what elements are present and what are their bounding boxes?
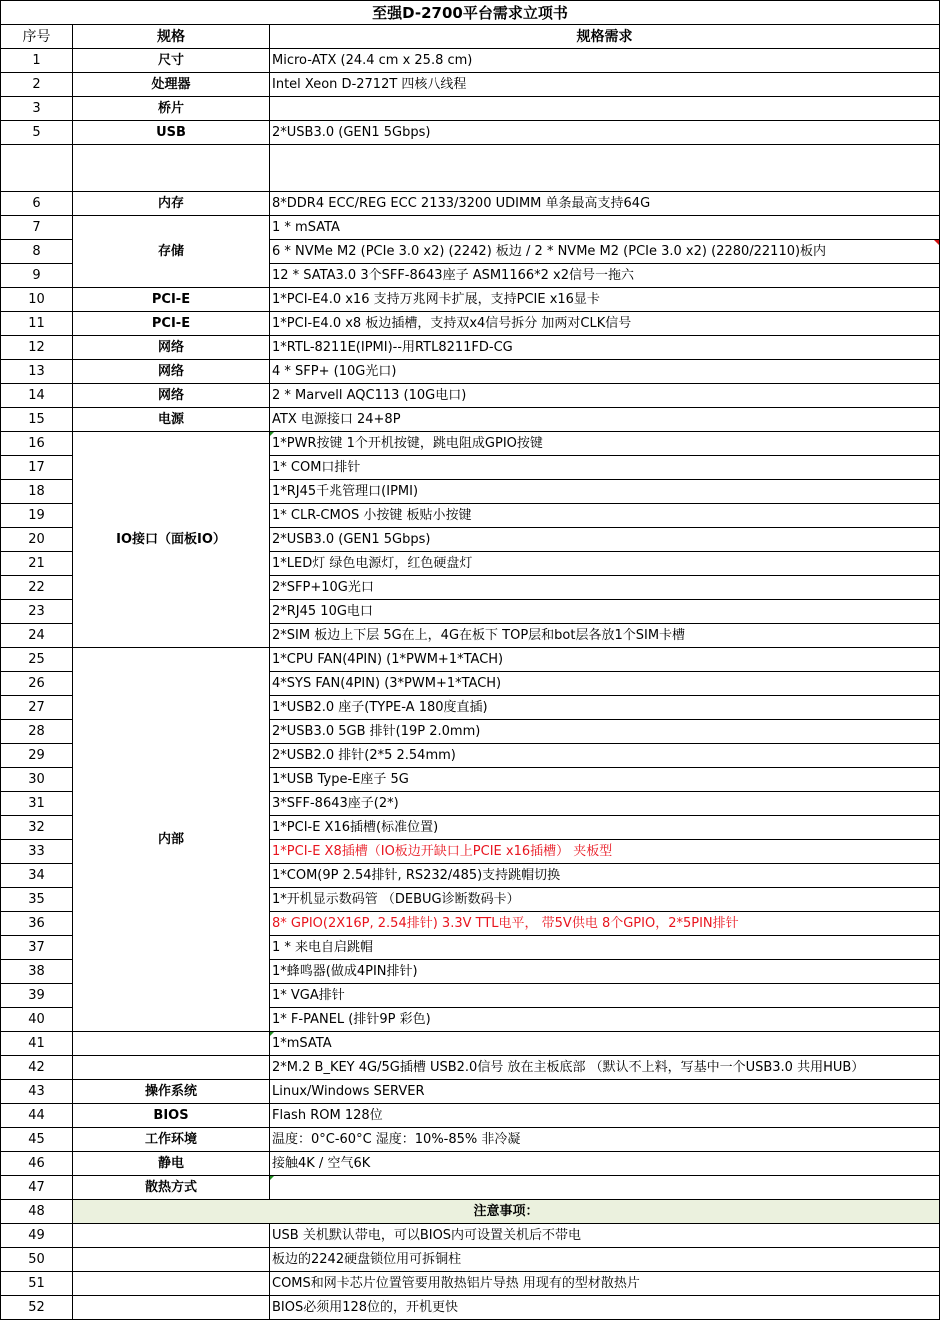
row-number: 33 <box>1 840 73 864</box>
row-requirement <box>270 1176 940 1200</box>
table-row <box>1 216 940 240</box>
row-requirement: 1* VGA排针 <box>270 984 940 1008</box>
row-number: 21 <box>1 552 73 576</box>
row-requirement: 1*PCI-E X8插槽（IO板边开缺口上PCIE x16插槽） 夹板型 <box>270 840 940 864</box>
row-number: 22 <box>1 576 73 600</box>
row-requirement: 1*mSATA <box>270 1032 940 1056</box>
row-number: 31 <box>1 792 73 816</box>
row-number: 19 <box>1 504 73 528</box>
row-requirement: 2 * Marvell AQC113 (10G电口) <box>270 384 940 408</box>
row-requirement: 板边的2242硬盘锁位用可拆铜柱 <box>270 1248 940 1272</box>
row-requirement: 2*RJ45 10G电口 <box>270 600 940 624</box>
row-requirement: 4*SYS FAN(4PIN) (3*PWM+1*TACH) <box>270 672 940 696</box>
row-requirement-text: 6 * NVMe M2 (PCIe 3.0 x2) (2242) 板边 / 2 * NVMe M2 (PCIe 3.0 x2) (2280/22110)板内 <box>272 243 827 259</box>
row-number: 37 <box>1 936 73 960</box>
row-requirement: 1* CLR-CMOS 小按键 板贴小按键 <box>270 504 940 528</box>
table-row <box>1 1224 940 1248</box>
row-requirement: 8* GPIO(2X16P, 2.54排针) 3.3V TTL电平， 带5V供电 8个GPIO，2*5PIN排针 <box>270 912 940 936</box>
row-category: BIOS <box>73 1104 270 1128</box>
row-category: IO接口（面板IO） <box>73 432 270 648</box>
row-number: 29 <box>1 744 73 768</box>
table-row <box>1 384 940 408</box>
row-number: 47 <box>1 1176 73 1200</box>
row-requirement: 1*PWR按键 1个开机按键，跳电阻成GPIO按键 <box>270 432 940 456</box>
header-category: 规格 <box>73 25 270 49</box>
row-category: 操作系统 <box>73 1080 270 1104</box>
row-requirement: 温度：0°C-60°C 湿度：10%-85% 非冷凝 <box>270 1128 940 1152</box>
row-category: 存储 <box>73 216 270 288</box>
notes-header-row <box>1 1200 940 1224</box>
row-category: 内存 <box>73 192 270 216</box>
row-category: 散热方式 <box>73 1176 270 1200</box>
table-row <box>1 432 940 456</box>
row-requirement: 1*蜂鸣器(做成4PIN排针) <box>270 960 940 984</box>
row-category: 网络 <box>73 384 270 408</box>
row-requirement: USB 关机默认带电，可以BIOS内可设置关机后不带电 <box>270 1224 940 1248</box>
table-row <box>1 648 940 672</box>
row-requirement: 2*M.2 B_KEY 4G/5G插槽 USB2.0信号 放在主板底部 （默认不上料，写基中一个USB3.0 共用HUB） <box>270 1056 940 1080</box>
row-number: 52 <box>1 1296 73 1320</box>
table-row <box>1 1296 940 1320</box>
row-number: 50 <box>1 1248 73 1272</box>
row-number: 9 <box>1 264 73 288</box>
table-row <box>1 1128 940 1152</box>
row-category: 尺寸 <box>73 49 270 73</box>
row-number: 17 <box>1 456 73 480</box>
row-requirement: 1*USB2.0 座子(TYPE-A 180度直插) <box>270 696 940 720</box>
blank-row <box>1 145 940 192</box>
row-number: 12 <box>1 336 73 360</box>
row-requirement <box>270 97 940 121</box>
row-requirement: 接触4K / 空气6K <box>270 1152 940 1176</box>
row-category <box>73 1296 270 1320</box>
table-row <box>1 1272 940 1296</box>
row-number: 36 <box>1 912 73 936</box>
row-requirement: 1*PCI-E4.0 x16 支持万兆网卡扩展，支持PCIE x16显卡 <box>270 288 940 312</box>
table-row <box>1 49 940 73</box>
row-number: 43 <box>1 1080 73 1104</box>
row-requirement: Intel Xeon D-2712T 四核八线程 <box>270 73 940 97</box>
row-requirement: 1*RTL-8211E(IPMI)--用RTL8211FD-CG <box>270 336 940 360</box>
table-row <box>1 1056 940 1080</box>
row-number: 2 <box>1 73 73 97</box>
row-requirement: 2*USB3.0 5GB 排针(19P 2.0mm) <box>270 720 940 744</box>
row-requirement: Micro-ATX (24.4 cm x 25.8 cm) <box>270 49 940 73</box>
row-requirement: 1*开机显示数码管 （DEBUG诊断数码卡） <box>270 888 940 912</box>
row-category: 桥片 <box>73 97 270 121</box>
row-number: 44 <box>1 1104 73 1128</box>
table-row <box>1 312 940 336</box>
row-number: 6 <box>1 192 73 216</box>
row-number: 13 <box>1 360 73 384</box>
row-number: 27 <box>1 696 73 720</box>
row-requirement: 1* F-PANEL (排针9P 彩色) <box>270 1008 940 1032</box>
row-number: 28 <box>1 720 73 744</box>
row-number: 10 <box>1 288 73 312</box>
row-requirement: 1* COM口排针 <box>270 456 940 480</box>
row-number: 40 <box>1 1008 73 1032</box>
row-number: 41 <box>1 1032 73 1056</box>
row-category: 工作环境 <box>73 1128 270 1152</box>
row-number: 32 <box>1 816 73 840</box>
row-number: 39 <box>1 984 73 1008</box>
blank-cell <box>1 145 73 192</box>
row-category: 内部 <box>73 648 270 1032</box>
row-requirement: BIOS必须用128位的，开机更快 <box>270 1296 940 1320</box>
table-row <box>1 97 940 121</box>
table-row <box>1 360 940 384</box>
row-requirement <box>270 240 940 264</box>
table-row <box>1 336 940 360</box>
row-category <box>73 1056 270 1080</box>
row-number: 16 <box>1 432 73 456</box>
row-number: 51 <box>1 1272 73 1296</box>
table-row <box>1 1032 940 1056</box>
row-number: 42 <box>1 1056 73 1080</box>
document-title: 至强D-2700平台需求立项书 <box>1 1 940 25</box>
row-requirement: Linux/Windows SERVER <box>270 1080 940 1104</box>
row-requirement: Flash ROM 128位 <box>270 1104 940 1128</box>
row-category: 网络 <box>73 360 270 384</box>
row-category: 网络 <box>73 336 270 360</box>
blank-cell <box>73 145 270 192</box>
row-requirement: 2*USB2.0 排针(2*5 2.54mm) <box>270 744 940 768</box>
row-requirement: 1*USB Type-E座子 5G <box>270 768 940 792</box>
row-category <box>73 1272 270 1296</box>
table-row <box>1 288 940 312</box>
header-no: 序号 <box>1 25 73 49</box>
row-category <box>73 1032 270 1056</box>
notes-label: 注意事项： <box>73 1200 940 1224</box>
row-category <box>73 1248 270 1272</box>
table-row <box>1 1248 940 1272</box>
row-requirement: 1*RJ45千兆管理口(IPMI) <box>270 480 940 504</box>
row-number: 26 <box>1 672 73 696</box>
row-requirement: 4 * SFP+ (10G光口) <box>270 360 940 384</box>
row-number: 5 <box>1 121 73 145</box>
row-requirement: COMS和网卡芯片位置管要用散热铝片导热 用现有的型材散热片 <box>270 1272 940 1296</box>
row-requirement: 1*PCI-E4.0 x8 板边插槽，支持双x4信号拆分 加两对CLK信号 <box>270 312 940 336</box>
row-requirement: 1 * mSATA <box>270 216 940 240</box>
row-requirement: 2*SIM 板边上下层 5G在上，4G在板下 TOP层和bot层各放1个SIM卡槽 <box>270 624 940 648</box>
table-row <box>1 192 940 216</box>
row-number: 30 <box>1 768 73 792</box>
row-number: 48 <box>1 1200 73 1224</box>
row-requirement: 1*PCI-E X16插槽(标准位置) <box>270 816 940 840</box>
header-row <box>1 25 940 49</box>
row-requirement: 1*LED灯 绿色电源灯，红色硬盘灯 <box>270 552 940 576</box>
blank-cell <box>270 145 940 192</box>
row-number: 46 <box>1 1152 73 1176</box>
row-number: 38 <box>1 960 73 984</box>
row-number: 14 <box>1 384 73 408</box>
row-requirement: 2*USB3.0 (GEN1 5Gbps) <box>270 121 940 145</box>
row-requirement: 1*CPU FAN(4PIN) (1*PWM+1*TACH) <box>270 648 940 672</box>
row-requirement: 1*COM(9P 2.54排针, RS232/485)支持跳帽切换 <box>270 864 940 888</box>
row-number: 11 <box>1 312 73 336</box>
table-row <box>1 121 940 145</box>
row-category: USB <box>73 121 270 145</box>
row-number: 49 <box>1 1224 73 1248</box>
row-category: PCI-E <box>73 312 270 336</box>
row-category <box>73 1224 270 1248</box>
row-number: 23 <box>1 600 73 624</box>
row-category: 处理器 <box>73 73 270 97</box>
header-requirement: 规格需求 <box>270 25 940 49</box>
table-row <box>1 1176 940 1200</box>
row-category: 静电 <box>73 1152 270 1176</box>
row-number: 15 <box>1 408 73 432</box>
row-number: 45 <box>1 1128 73 1152</box>
row-number: 18 <box>1 480 73 504</box>
row-number: 8 <box>1 240 73 264</box>
row-requirement: 2*USB3.0 (GEN1 5Gbps) <box>270 528 940 552</box>
title-row <box>1 1 940 25</box>
row-number: 3 <box>1 97 73 121</box>
row-requirement: 1 * 来电自启跳帽 <box>270 936 940 960</box>
row-category: PCI-E <box>73 288 270 312</box>
row-number: 35 <box>1 888 73 912</box>
row-requirement: 12 * SATA3.0 3个SFF-8643座子 ASM1166*2 x2信号一拖六 <box>270 264 940 288</box>
row-requirement: ATX 电源接口 24+8P <box>270 408 940 432</box>
table-row <box>1 1152 940 1176</box>
table-row <box>1 1080 940 1104</box>
table-row <box>1 1104 940 1128</box>
row-category: 电源 <box>73 408 270 432</box>
row-requirement: 8*DDR4 ECC/REG ECC 2133/3200 UDIMM 单条最高支持64G <box>270 192 940 216</box>
table-row <box>1 73 940 97</box>
row-number: 20 <box>1 528 73 552</box>
row-number: 7 <box>1 216 73 240</box>
row-number: 25 <box>1 648 73 672</box>
row-number: 24 <box>1 624 73 648</box>
row-number: 1 <box>1 49 73 73</box>
row-requirement: 3*SFF-8643座子(2*) <box>270 792 940 816</box>
row-number: 34 <box>1 864 73 888</box>
table-row <box>1 408 940 432</box>
row-requirement: 2*SFP+10G光口 <box>270 576 940 600</box>
